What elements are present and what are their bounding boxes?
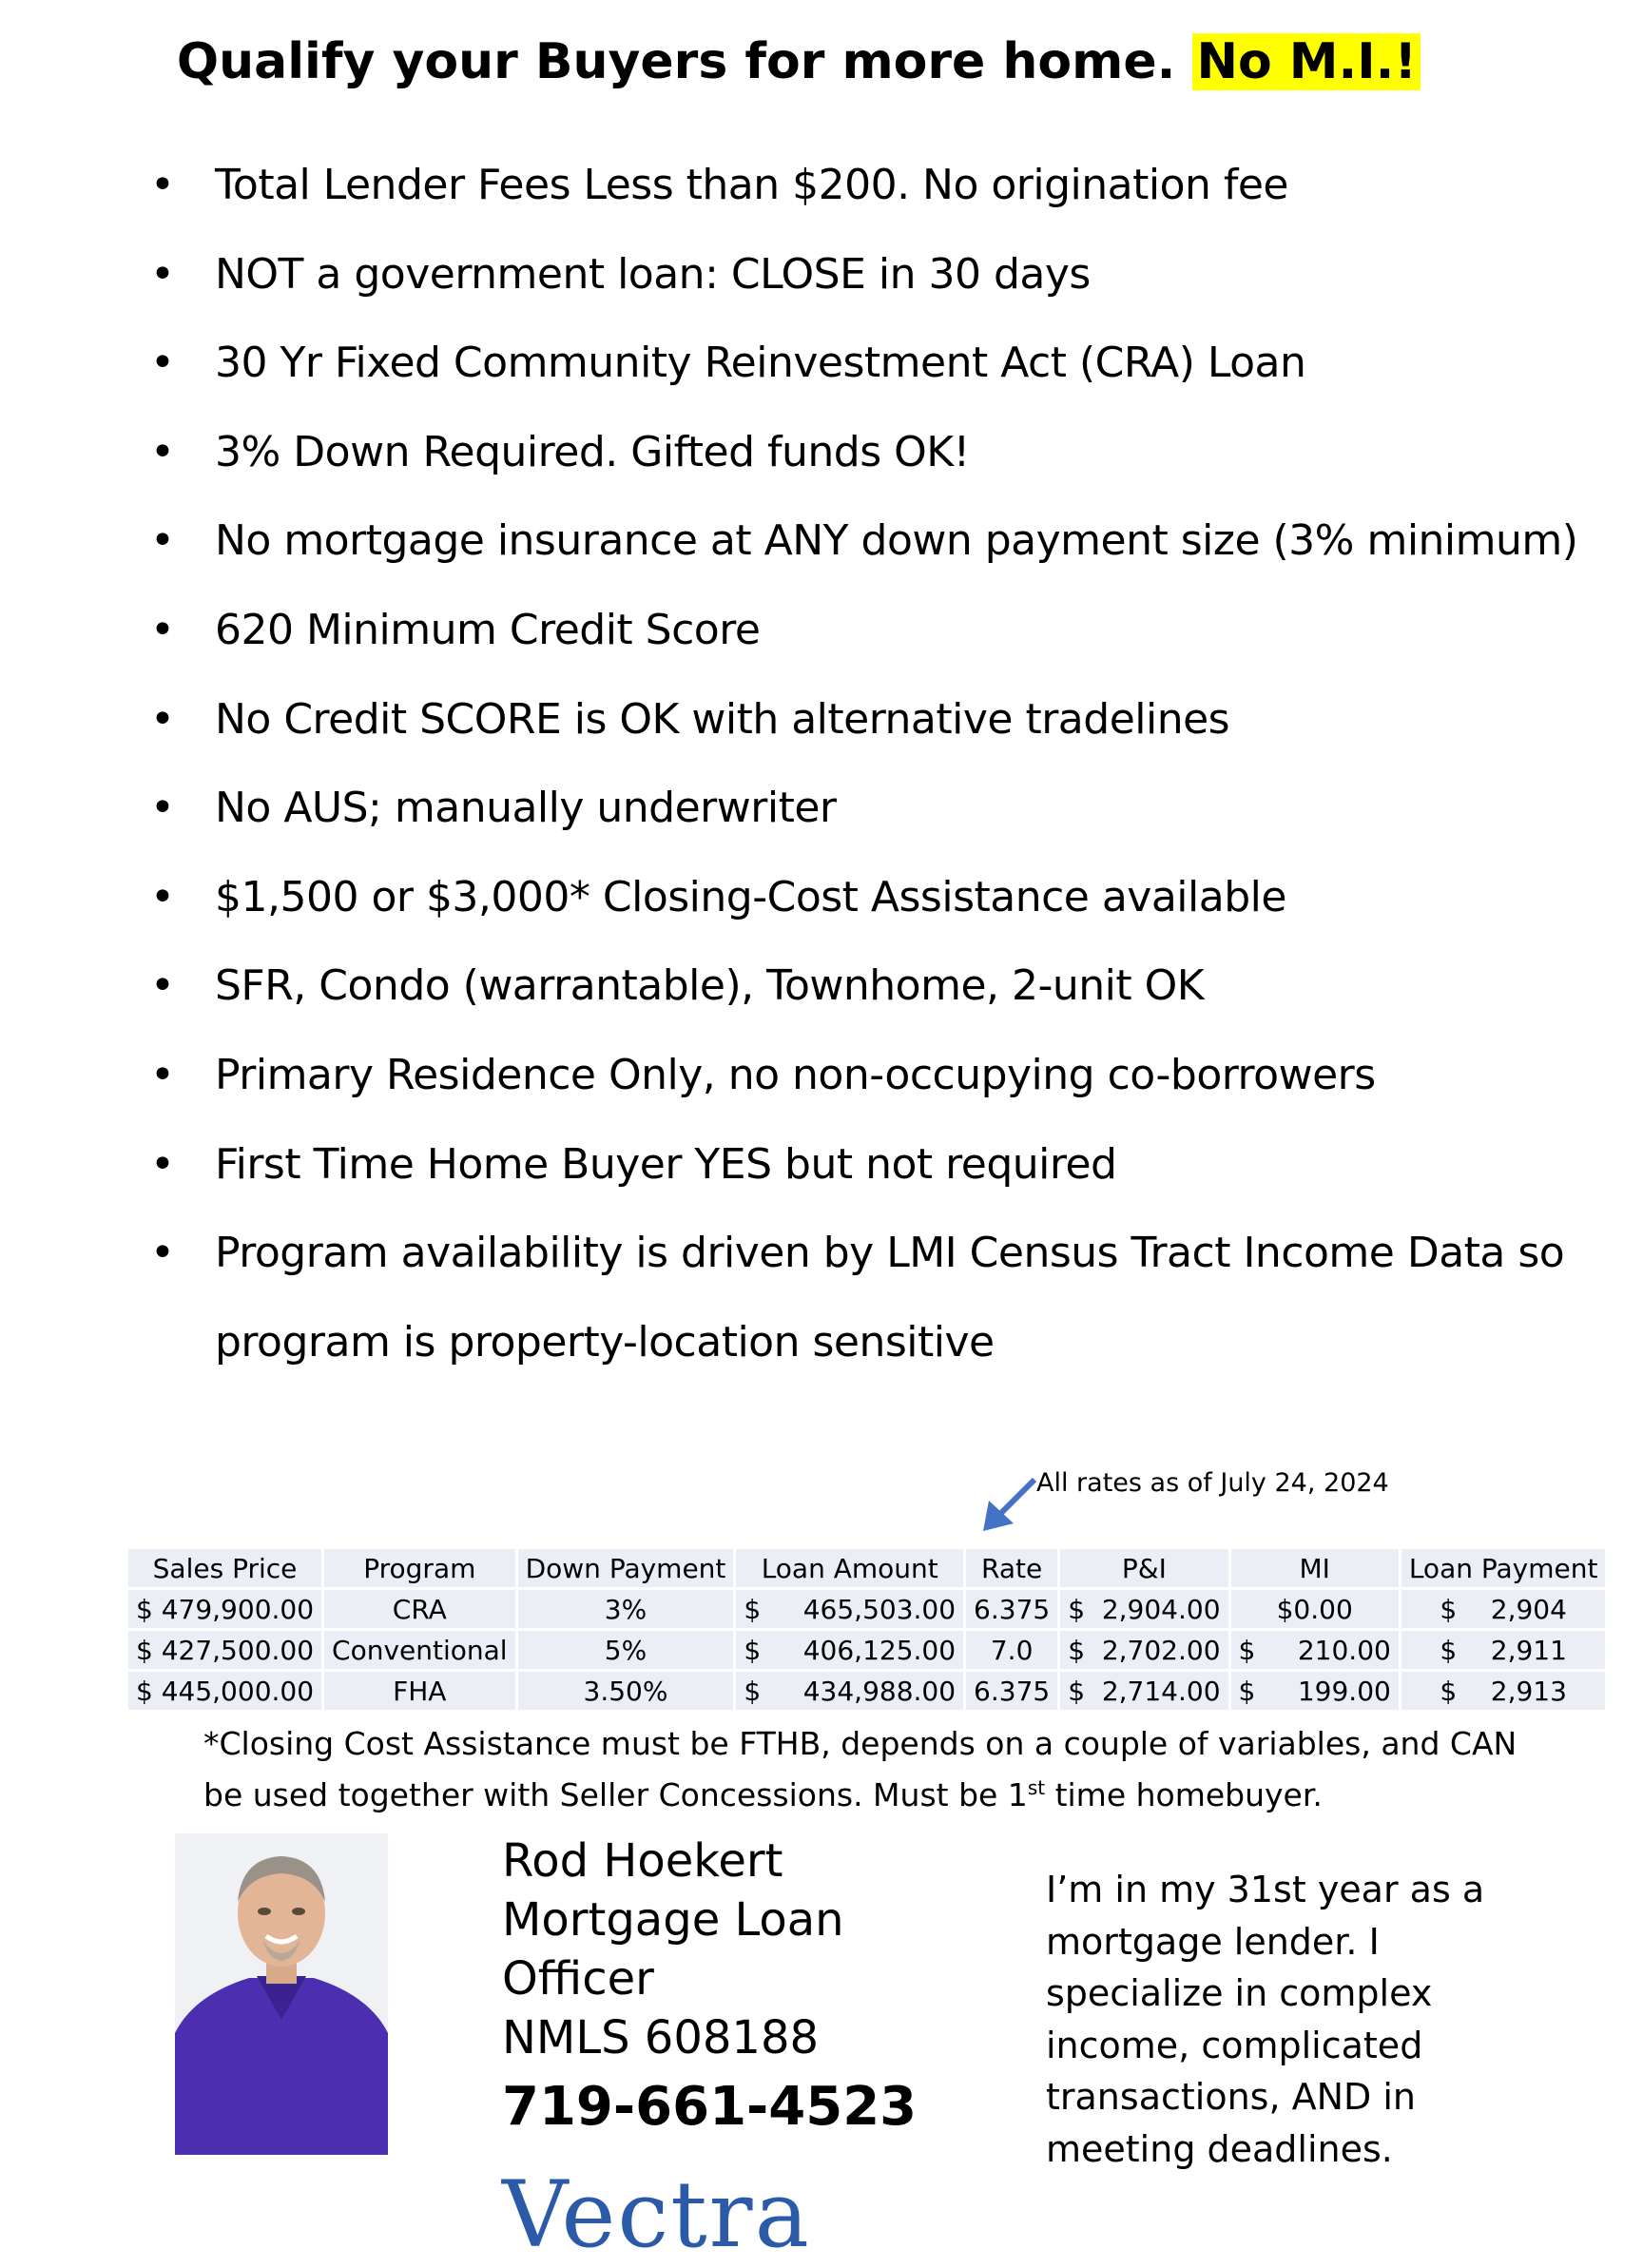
- bullet-icon: •: [150, 1229, 175, 1278]
- cell-rate: 7.0: [966, 1631, 1057, 1669]
- cell-loan-amount: $ 406,125.00: [736, 1631, 963, 1669]
- bullet-icon: •: [150, 784, 175, 833]
- footnote: [203, 1721, 1535, 1817]
- col-sales-price: Sales Price: [128, 1549, 321, 1587]
- bullet-icon: •: [150, 961, 175, 1011]
- contact-name: Rod Hoekert: [502, 1834, 783, 1888]
- list-item: • Primary Residence Only, no non-occupying co-borrowers: [150, 1031, 1595, 1120]
- cell-mi: $0.00: [1231, 1590, 1399, 1628]
- table-header-row: [128, 1549, 1605, 1587]
- cell-loan-payment: $ 2,913: [1401, 1672, 1606, 1710]
- list-item: • 3% Down Required. Gifted funds OK!: [150, 408, 1595, 497]
- col-loan-amount: Loan Amount: [736, 1549, 963, 1587]
- bullet-icon: •: [150, 1050, 175, 1099]
- cell-pi: $ 2,714.00: [1060, 1672, 1227, 1710]
- bullet-icon: •: [150, 872, 175, 921]
- table-row: [128, 1590, 1605, 1628]
- cell-loan-payment: $ 2,904: [1401, 1590, 1606, 1628]
- cell-rate: 6.375: [966, 1590, 1057, 1628]
- bullet-icon: •: [150, 339, 175, 388]
- loan-officer-photo: [175, 1833, 388, 2155]
- list-item: • Total Lender Fees Less than $200. No origination fee: [150, 141, 1595, 230]
- headline-text: Qualify your Buyers for more home.: [176, 33, 1176, 90]
- contact-title: Mortgage Loan Officer: [502, 1893, 844, 2006]
- page-headline: [0, 29, 1597, 95]
- footnote-line-2: be used together with Seller Concessions. Must be 1st time homebuyer.: [203, 1776, 1323, 1813]
- contact-nmls: NMLS 608188: [502, 2011, 820, 2064]
- col-program: Program: [324, 1549, 515, 1587]
- contact-block: [502, 1832, 996, 2267]
- col-mi: MI: [1231, 1549, 1399, 1587]
- cell-pi: $ 2,904.00: [1060, 1590, 1227, 1628]
- list-item: • 30 Yr Fixed Community Reinvestment Act (CRA) Loan: [150, 319, 1595, 408]
- list-item: • First Time Home Buyer YES but not required: [150, 1120, 1595, 1210]
- cell-pi: $ 2,702.00: [1060, 1631, 1227, 1669]
- person-portrait-icon: [175, 1833, 388, 2155]
- list-item-continuation: program is property-location sensitive: [215, 1317, 995, 1367]
- list-item: • Program availability is driven by LMI Census Tract Income Data so: [150, 1209, 1595, 1298]
- bullet-icon: •: [150, 694, 175, 744]
- cell-loan-payment: $ 2,911: [1401, 1631, 1606, 1669]
- list-item: • No AUS; manually underwriter: [150, 764, 1595, 853]
- list-item: • SFR, Condo (warrantable), Townhome, 2-unit OK: [150, 941, 1595, 1031]
- bio-text: I’m in my 31st year as a mortgage lender. I specialize in complex income, complicated transactions, AND in meeting deadlines.: [1046, 1869, 1485, 2170]
- cell-program: Conventional: [324, 1631, 515, 1669]
- arrow-down-left-icon: [979, 1474, 1040, 1535]
- col-rate: Rate: [966, 1549, 1057, 1587]
- cell-sales-price: $ 427,500.00: [128, 1631, 321, 1669]
- list-item: • No mortgage insurance at ANY down payment size (3% minimum): [150, 496, 1595, 586]
- bullet-icon: •: [150, 1139, 175, 1189]
- col-down-payment: Down Payment: [518, 1549, 734, 1587]
- list-item: • No Credit SCORE is OK with alternative tradelines: [150, 675, 1595, 765]
- cell-sales-price: $ 445,000.00: [128, 1672, 321, 1710]
- cell-loan-amount: $ 434,988.00: [736, 1672, 963, 1710]
- cell-rate: 6.375: [966, 1672, 1057, 1710]
- col-pi: P&I: [1060, 1549, 1227, 1587]
- footnote-line-1: *Closing Cost Assistance must be FTHB, depends on a couple of variables, and CAN: [203, 1725, 1517, 1762]
- list-item: • NOT a government loan: CLOSE in 30 days: [150, 230, 1595, 320]
- cell-program: FHA: [324, 1672, 515, 1710]
- list-item: • $1,500 or $3,000* Closing-Cost Assistance available: [150, 853, 1595, 942]
- cell-down-payment: 5%: [518, 1631, 734, 1669]
- bullet-icon: •: [150, 249, 175, 299]
- rates-note: All rates as of July 24, 2024: [1036, 1468, 1389, 1498]
- bullet-icon: •: [150, 516, 175, 566]
- col-loan-payment: Loan Payment: [1401, 1549, 1606, 1587]
- rates-table: [126, 1546, 1608, 1713]
- contact-phone: 719-661-4523: [502, 2076, 918, 2138]
- list-item: • 620 Minimum Credit Score: [150, 586, 1595, 675]
- cell-loan-amount: $ 465,503.00: [736, 1590, 963, 1628]
- cell-down-payment: 3%: [518, 1590, 734, 1628]
- cell-program: CRA: [324, 1590, 515, 1628]
- cell-mi: $ 210.00: [1231, 1631, 1399, 1669]
- bullet-icon: •: [150, 427, 175, 476]
- company-logo: Vectra: [502, 2161, 811, 2268]
- table-row: [128, 1672, 1605, 1710]
- headline-highlight: No M.I.!: [1192, 33, 1421, 90]
- bullet-icon: •: [150, 605, 175, 654]
- bullet-icon: •: [150, 161, 175, 209]
- feature-list: [150, 141, 1595, 1386]
- table-row: [128, 1631, 1605, 1669]
- cell-sales-price: $ 479,900.00: [128, 1590, 321, 1628]
- cell-mi: $ 199.00: [1231, 1672, 1399, 1710]
- cell-down-payment: 3.50%: [518, 1672, 734, 1710]
